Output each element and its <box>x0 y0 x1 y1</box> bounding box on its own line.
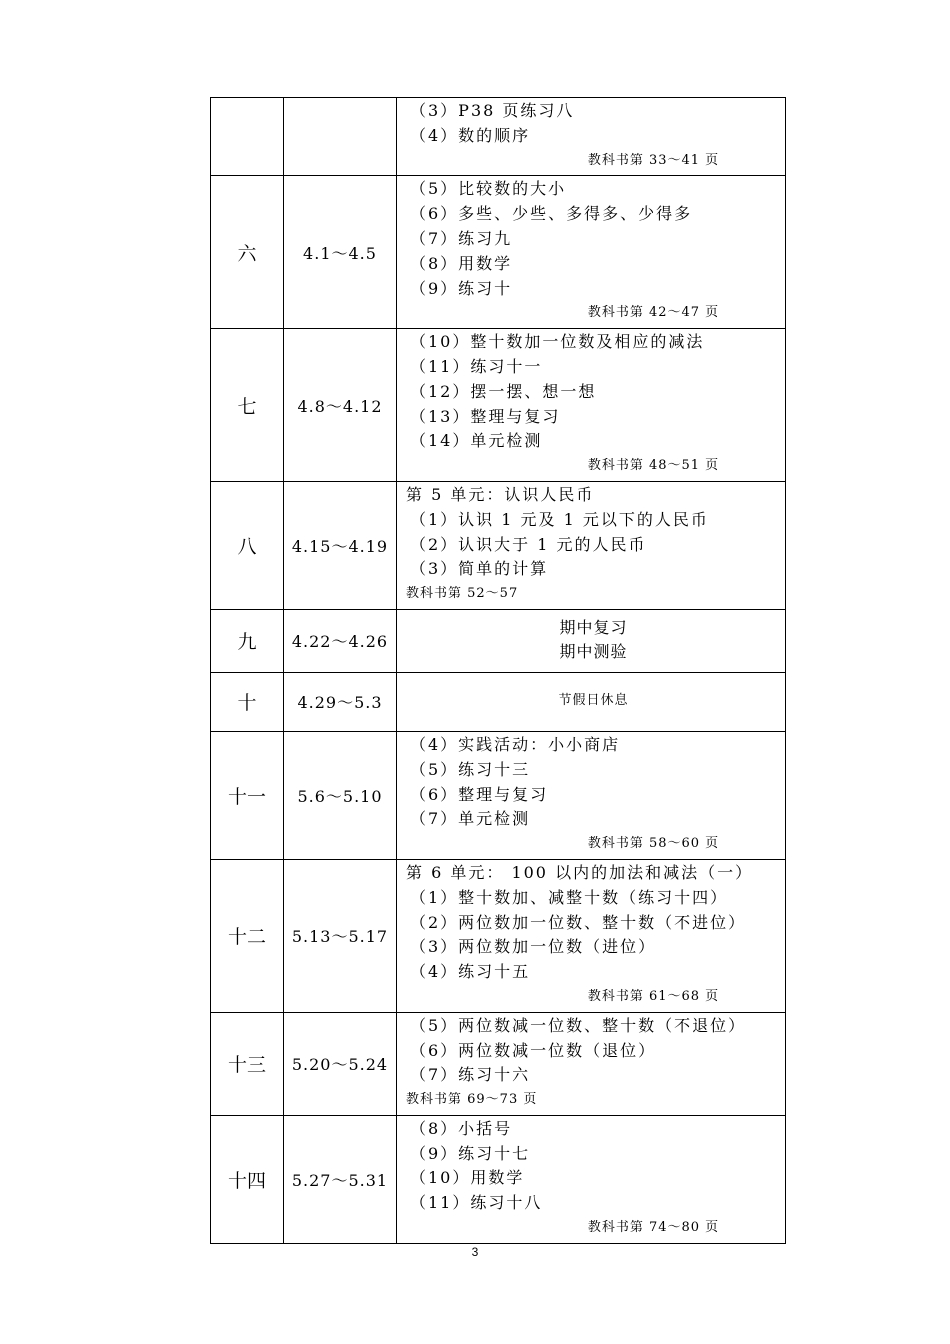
lesson-line: （6）两位数减一位数（退位） <box>410 1040 657 1060</box>
content-cell <box>397 609 786 672</box>
lesson-line: （7）练习九 <box>410 228 513 248</box>
week-cell: 八 <box>211 481 284 609</box>
textbook-reference: 教科书第 42～47 页 <box>587 305 720 321</box>
textbook-reference: 教科书第 69～73 页 <box>406 1092 538 1108</box>
textbook-reference: 教科书第 52～57 <box>406 586 519 602</box>
unit-heading: 第 6 单元： 100 以内的加法和减法（一） <box>406 862 754 882</box>
date-cell: 5.27～5.31 <box>284 1115 397 1243</box>
page-number: 3 <box>471 1245 479 1259</box>
lesson-line: （4）数的顺序 <box>410 125 531 145</box>
content-cell <box>397 1115 786 1243</box>
table-row <box>211 98 786 176</box>
textbook-reference: 教科书第 61～68 页 <box>587 988 720 1004</box>
week-cell: 六 <box>211 176 284 329</box>
table-row <box>211 731 786 859</box>
textbook-reference: 教科书第 48～51 页 <box>587 458 720 474</box>
lesson-line: （5）练习十三 <box>410 759 531 779</box>
table-row <box>211 481 786 609</box>
lesson-line: （4）练习十五 <box>410 962 531 982</box>
table-row <box>211 672 786 731</box>
lesson-line: （14）单元检测 <box>410 431 543 451</box>
textbook-reference: 教科书第 58～60 页 <box>587 836 720 852</box>
date-cell: 4.15～4.19 <box>284 481 397 609</box>
week-cell: 十 <box>211 672 284 731</box>
table-row <box>211 1115 786 1243</box>
lesson-line: （10）整十数加一位数及相应的减法 <box>410 332 705 352</box>
lesson-line: 期中复习 <box>559 617 628 637</box>
week-cell <box>211 98 284 176</box>
lesson-line: （1）认识 1 元及 1 元以下的人民币 <box>410 509 709 529</box>
table-row <box>211 609 786 672</box>
lesson-line: （3）P38 页练习八 <box>410 101 575 120</box>
lesson-line: （3）简单的计算 <box>410 559 549 579</box>
table-row <box>211 329 786 482</box>
textbook-reference: 教科书第 33～41 页 <box>587 152 720 168</box>
holiday-note: 节假日休息 <box>558 693 629 709</box>
lesson-line: （5）比较数的大小 <box>410 179 567 199</box>
week-cell: 十四 <box>211 1115 284 1243</box>
lesson-line: （6）多些、少些、多得多、少得多 <box>410 204 693 224</box>
lesson-line: 期中测验 <box>559 642 628 662</box>
week-cell: 七 <box>211 329 284 482</box>
lesson-line: （9）练习十 <box>410 278 513 298</box>
lesson-line: （8）用数学 <box>410 253 513 273</box>
table-row <box>211 859 786 1012</box>
date-cell: 4.22～4.26 <box>284 609 397 672</box>
date-cell: 5.6～5.10 <box>284 731 397 859</box>
lesson-line: （11）练习十八 <box>410 1193 543 1213</box>
lesson-line: （5）两位数减一位数、整十数（不退位） <box>410 1015 747 1035</box>
date-cell: 4.29～5.3 <box>284 672 397 731</box>
lesson-line: （6）整理与复习 <box>410 784 549 804</box>
content-cell <box>397 859 786 1012</box>
content-cell <box>397 672 786 731</box>
content-cell <box>397 731 786 859</box>
lesson-line: （7）单元检测 <box>410 809 531 829</box>
date-cell: 4.1～4.5 <box>284 176 397 329</box>
lesson-line: （3）两位数加一位数（进位） <box>410 937 657 957</box>
date-cell <box>284 98 397 176</box>
lesson-line: （2）两位数加一位数、整十数（不进位） <box>410 912 747 932</box>
lesson-line: （9）练习十七 <box>410 1143 531 1163</box>
week-cell: 九 <box>211 609 284 672</box>
week-cell: 十一 <box>211 731 284 859</box>
content-cell <box>397 329 786 482</box>
lesson-line: （10）用数学 <box>410 1168 525 1188</box>
lesson-line: （11）练习十一 <box>410 356 543 376</box>
lesson-line: （4）实践活动：小小商店 <box>410 734 621 754</box>
lesson-line: （12）摆一摆、想一想 <box>410 381 597 401</box>
textbook-reference: 教科书第 74～80 页 <box>587 1220 720 1236</box>
content-cell <box>397 98 786 176</box>
table-row <box>211 176 786 329</box>
week-cell: 十二 <box>211 859 284 1012</box>
date-cell: 5.13～5.17 <box>284 859 397 1012</box>
date-cell: 5.20～5.24 <box>284 1012 397 1115</box>
lesson-line: （2）认识大于 1 元的人民币 <box>410 534 647 554</box>
table-row <box>211 1012 786 1115</box>
date-cell: 4.8～4.12 <box>284 329 397 482</box>
content-cell <box>397 176 786 329</box>
lesson-line: （1）整十数加、减整十数（练习十四） <box>410 887 729 907</box>
content-cell <box>397 481 786 609</box>
lesson-line: （8）小括号 <box>410 1118 513 1138</box>
content-cell <box>397 1012 786 1115</box>
week-cell: 十三 <box>211 1012 284 1115</box>
lesson-line: （7）练习十六 <box>410 1065 531 1085</box>
lesson-line: （13）整理与复习 <box>410 406 561 426</box>
schedule-table <box>210 97 786 1244</box>
unit-heading: 第 5 单元：认识人民币 <box>406 484 595 504</box>
